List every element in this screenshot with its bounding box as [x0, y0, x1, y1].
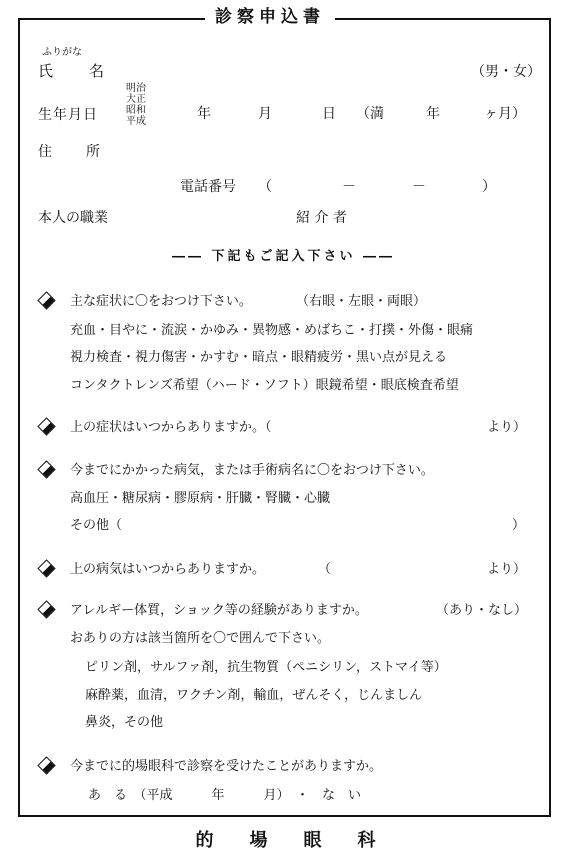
year-label: 年 [197, 106, 211, 122]
q1-eye-options[interactable]: （右眼・左眼・両眼） [296, 294, 427, 309]
era-heisei[interactable]: 平成 [126, 116, 146, 127]
q5-allergens-line2[interactable]: 麻酔薬，血清，ワクチン剤，輸血，ぜんそく，じんましん [85, 688, 423, 703]
age-year-label: 年 [426, 106, 440, 122]
era-meiji[interactable]: 明治 [126, 83, 146, 94]
q3-text: 今までにかかった病気，または手術病名に〇をおつけ下さい。 [70, 463, 434, 478]
q3-other-label[interactable]: その他（ [70, 518, 123, 533]
q6-text: 今までに的場眼科で診察を受けたことがありますか。 [70, 759, 383, 774]
month-label: 月 [258, 106, 272, 122]
birthdate-label: 生年月日 [38, 107, 98, 123]
q3-diseases-line1[interactable]: 高血圧・糖尿病・膠原病・肝臓・腎臓・心臓 [70, 491, 331, 506]
q3-other-close: ） [512, 518, 526, 533]
name-label: 氏 名 [38, 62, 107, 80]
q1-symptoms-line1[interactable]: 充血・目やに・流涙・かゆみ・異物感・めばちこ・打撲・外傷・眼痛 [70, 323, 474, 338]
age-open: （満 [356, 106, 384, 122]
q1-text: 主な症状に〇をおつけ下さい。 [70, 294, 252, 309]
day-label: 日 [322, 106, 336, 122]
q5-text: アレルギー体質，ショック等の経験がありますか。 [70, 603, 368, 618]
form-title: 診察申込書 [205, 5, 335, 29]
phone-label: 電話番号 [180, 179, 236, 195]
era-options[interactable] [126, 83, 146, 127]
address-label: 住 所 [38, 144, 102, 160]
q5-allergens-line1[interactable]: ピリン剤，サルファ剤，抗生物質（ペニシリン，ストマイ等） [85, 660, 447, 675]
q5-answer-options[interactable]: （あり・なし） [436, 603, 528, 618]
q4-open: （ [318, 562, 332, 577]
referrer-label: 紹 介 者 [296, 210, 347, 226]
furigana-label: ふりがな [42, 47, 82, 58]
section-header: ―― 下記もご記入下さい ―― [172, 249, 396, 264]
clinic-name: 的場眼科 [195, 830, 412, 851]
era-taisho[interactable]: 大正 [126, 94, 146, 105]
phone-field[interactable]: （ － － ） [258, 179, 496, 195]
q2-suffix: より） [487, 420, 527, 435]
q5-allergens-line3[interactable]: 鼻炎，その他 [85, 715, 164, 730]
occupation-label: 本人の職業 [38, 210, 108, 226]
era-showa[interactable]: 昭和 [126, 105, 146, 116]
age-month-label: ヶ月） [484, 106, 526, 122]
q6-answer-options[interactable]: あ る （平成 年 月） ・ な い [88, 788, 362, 803]
gender-options[interactable]: （男・女） [471, 64, 541, 80]
q4-text: 上の病気はいつからありますか。 [70, 562, 266, 577]
q1-symptoms-line3[interactable]: コンタクトレンズ希望（ハード・ソフト）眼鏡希望・眼底検査希望 [70, 378, 459, 393]
q1-symptoms-line2[interactable]: 視力検査・視力傷害・かすむ・暗点・眼精疲労・黒い点が見える [70, 350, 448, 365]
q5-instruction: おありの方は該当箇所を〇で囲んで下さい。 [70, 631, 331, 646]
q4-suffix: より） [487, 562, 527, 577]
q2-text: 上の症状はいつからありますか。（ [70, 420, 272, 435]
